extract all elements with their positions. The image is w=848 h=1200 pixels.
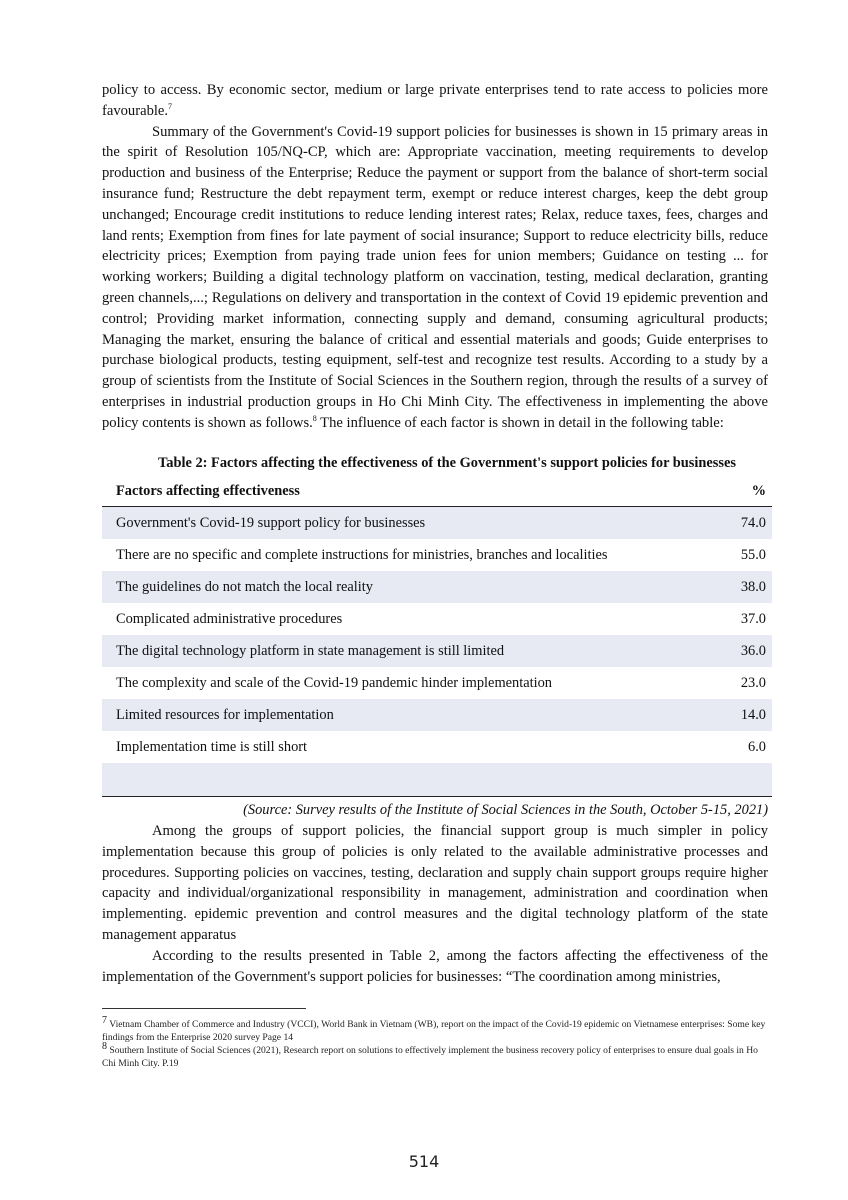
header-percent: % <box>751 482 766 499</box>
table-source: (Source: Survey results of the Institute of Social Sciences in the South, October 5-15, 2021) <box>243 802 768 818</box>
row-percent: 74.0 <box>740 514 766 531</box>
table-row <box>102 507 772 539</box>
factors-table <box>102 476 772 797</box>
row-factor: The guidelines do not match the local reality <box>116 578 373 595</box>
row-factor: Limited resources for implementation <box>116 706 334 723</box>
footnote-separator <box>102 1008 306 1009</box>
table-header-row <box>102 476 772 507</box>
row-percent: 14.0 <box>740 706 766 723</box>
header-factor: Factors affecting effectiveness <box>116 482 300 499</box>
footnote-ref-8[interactable]: 8 <box>312 413 317 423</box>
row-percent: 6.0 <box>748 738 766 755</box>
row-factor: Implementation time is still short <box>116 738 308 755</box>
paragraph-2 <box>102 122 768 434</box>
footnote-8-text: Southern Institute of Social Sciences (2021), Research report on solutions to effectively implement the business recovery policy of enterprises to ensure dual goals in Ho Chi Minh City. P.19 <box>102 1045 758 1069</box>
row-percent: 55.0 <box>740 546 766 563</box>
row-factor: Complicated administrative procedures <box>116 610 343 627</box>
table-row <box>102 699 772 731</box>
row-factor: Government's Covid-19 support policy for businesses <box>116 514 426 531</box>
paragraph-2-tail: The influence of each factor is shown in detail in the following table: <box>316 414 724 431</box>
row-factor: The complexity and scale of the Covid-19 pandemic hinder implementation <box>116 674 552 691</box>
footnote-8-number: 8 <box>102 1040 107 1052</box>
table-row <box>102 667 772 699</box>
footnote-7 <box>102 1014 768 1044</box>
paragraph-4: According to the results presented in Table 2, among the factors affecting the effectiveness of the implementation of the Government's support policies for businesses: “The coordination among ministries, <box>102 947 768 985</box>
body-text-top <box>102 80 768 434</box>
body-text-bottom <box>102 821 768 987</box>
footnotes <box>102 1014 768 1070</box>
footnote-7-number: 7 <box>102 1014 107 1026</box>
table-title: Table 2: Factors affecting the effectiveness of the Government's support policies for businesses <box>158 455 736 471</box>
table-row <box>102 539 772 571</box>
row-factor: The digital technology platform in state management is still limited <box>116 642 505 659</box>
row-percent: 36.0 <box>740 642 766 659</box>
table-bottom-rule <box>102 796 772 797</box>
paragraph-1-text: policy to access. By economic sector, medium or large private enterprises tend to rate access to policies more favourable. <box>102 82 768 119</box>
footnote-ref-7[interactable]: 7 <box>168 101 173 111</box>
page-number: 514 <box>408 1152 440 1171</box>
row-percent: 38.0 <box>740 578 766 595</box>
table-row <box>102 571 772 603</box>
footnote-8 <box>102 1040 768 1070</box>
table-row <box>102 635 772 667</box>
paragraph-2-text: Summary of the Government's Covid-19 support policies for businesses is shown in 15 primary areas in the spirit of Resolution 105/NQ-CP, which are: Appropriate vaccination, meeting requirements to develop production and business of the Enterprise; Reduce the payment or support from the balance of short-term social insurance fund; Restructure the debt repayment term, exempt or reduce interest charges, keep the debt group unchanged; Encourage credit institutions to reduce lending interest rates; Relax, reduce taxes, fees, charges and land rents; Exemption from fines for late payment of social insurance; Support to reduce electricity bills, reduce electricity prices; Exemption from paying trade union fees for union members; Guidance on testing ... for working workers; Building a digital technology platform on vaccination, testing, medical declaration, granting green channels,...; Regulations on delivery and transportation in the context of Covid 19 epidemic prevention and control; Providing market information, connecting supply and demand, consuming agricultural products; Managing the market, ensuring the balance of critical and essential materials and goods; Guide enterprises to purchase biological products, testing equipment, self-test and recognize test results. According to a study by a group of scientists from the Institute of Social Sciences in the Southern region, through the results of a survey of enterprises in industrial production groups in Ho Chi Minh City. The effectiveness in implementing the above policy contents is shown as follows. <box>102 123 768 431</box>
table-empty-row <box>102 763 772 796</box>
footnote-7-text: Vietnam Chamber of Commerce and Industry (VCCI), World Bank in Vietnam (WB), report on the impact of the Covid-19 epidemic on Vietnamese enterprises: Some key findings from the Enterprise 2020 survey Page 14 <box>102 1019 766 1043</box>
paragraph-3: Among the groups of support policies, the financial support group is much simpler in policy implementation because this group of policies is only related to the available administrative processes and procedures. Supporting policies on vaccines, testing, declaration and supply chain support groups require higher capacity and individual/organizational responsibility in management, administration and coordination when implementing. epidemic prevention and control measures and the digital technology platform of the state management apparatus <box>102 823 768 943</box>
row-percent: 23.0 <box>740 674 766 691</box>
paragraph-1 <box>102 80 768 122</box>
table-row <box>102 731 772 763</box>
table-row <box>102 603 772 635</box>
row-percent: 37.0 <box>740 610 766 627</box>
row-factor: There are no specific and complete instructions for ministries, branches and localities <box>116 546 608 563</box>
